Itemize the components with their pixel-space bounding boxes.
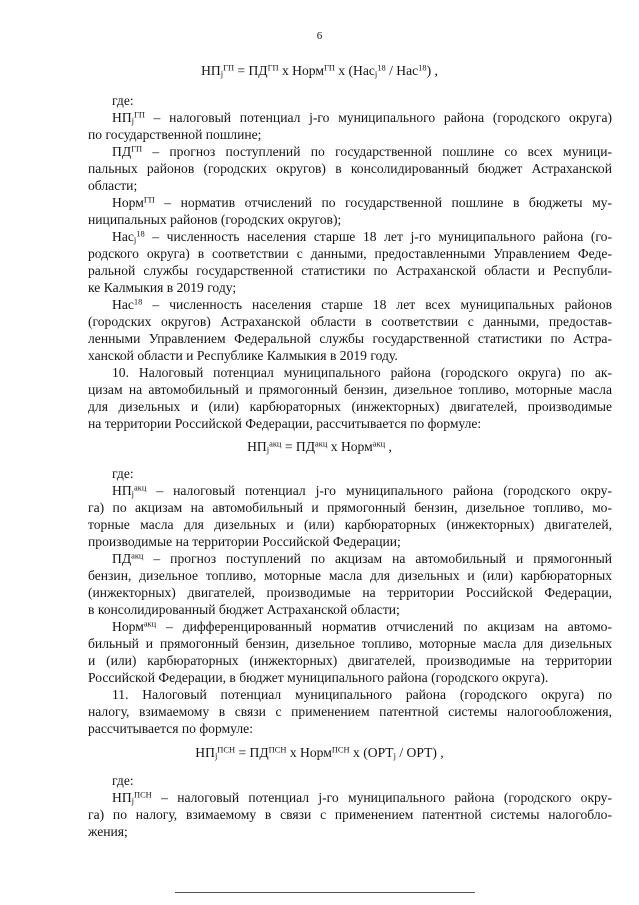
where-label: где: xyxy=(112,466,134,481)
paragraph-11-cont: налогу, взимаемому в связи с применением патентной системы налогообложения, xyxy=(88,704,612,719)
def-np-psn-cont: га) по налогу, взимаемому в связи с применением патентной системы налогобло- xyxy=(88,807,612,822)
formula-excise: $НП_j^{акц} = ПД^{акц}$ х Норм$^{акц}$ , xyxy=(247,438,392,455)
def-norm-akc-cont: Российской Федерации, в бюджет муниципального района (городского округа). xyxy=(88,670,549,685)
where-label: где: xyxy=(112,93,134,108)
paragraph-11-cont: рассчитывается по формуле: xyxy=(88,721,253,736)
paragraph-10-cont: для дизельных и (или) карбюраторных (инжекторных) двигателей, производимые xyxy=(88,399,612,414)
def-nas: Нас$^{18}$ – численность населения старше 18 лет всех муниципальных районов xyxy=(112,296,612,312)
where-label: где: xyxy=(112,773,134,788)
def-np-akc-cont: производимые на территории Российской Федерации; xyxy=(88,534,401,549)
formula-patent: $НП_j^{ПСН} = ПД^{ПСН}$ х Норм$^{ПСН}$ х $(ОРТ_j / ОРТ)$ , xyxy=(195,744,444,761)
def-pd-gp-cont: пальных районов (городских округов) в консолидированный бюджет Астраханской xyxy=(88,161,612,176)
bottom-rule xyxy=(175,892,475,893)
def-pd-gp: $ПД^{ГП}$ – прогноз поступлений по государственной пошлине со всех муници- xyxy=(112,143,612,159)
def-nas-j: Нас$_j^{18}$ – численность населения старше 18 лет j-го муниципального района (го- xyxy=(112,228,612,245)
page-number: 6 xyxy=(316,30,323,42)
def-nas-j-cont: ральной службы государственной статистики по Астраханской области и Республи- xyxy=(88,263,612,278)
formula-state-duty: $НП_j^{ГП} = ПД^{ГП}$ х Норм$^{ГП}$ х (Нас$_j^{18}$ / Нас$^{18}$) , xyxy=(201,62,438,79)
def-np-akc-cont: торные масла для дизельных и (или) карбюраторных (инжекторных) двигателей, xyxy=(88,517,612,532)
def-np-gp-cont: по государственной пошлине; xyxy=(88,127,262,142)
paragraph-10: 10. Налоговый потенциал муниципального района (городского округа) по ак- xyxy=(112,365,612,380)
paragraph-11: 11. Налоговый потенциал муниципального района (городского округа) по xyxy=(112,687,612,702)
def-pd-akc-cont: в консолидированный бюджет Астраханской области; xyxy=(88,602,400,617)
def-pd-akc-cont: бензин, дизельное топливо, моторные масла для дизельных и (или) карбюраторных xyxy=(88,568,612,583)
def-np-akc-cont: га) по акцизам на автомобильный и прямогонный бензин, дизельное топливо, мо- xyxy=(88,500,612,515)
def-norm-akc-cont: бильный и прямогонный бензин, дизельное топливо, моторные масла для дизельных xyxy=(88,636,612,651)
def-nas-j-cont: ке Калмыкия в 2019 году; xyxy=(88,280,237,295)
paragraph-10-cont: на территории Российской Федерации, рассчитывается по формуле: xyxy=(88,416,482,431)
def-np-psn: $НП_j^{ПСН}$ – налоговый потенциал j-го муниципального района (городского окру- xyxy=(112,789,612,806)
def-pd-gp-cont: области; xyxy=(88,178,138,193)
def-nas-cont: ханской области и Республике Калмыкия в 2019 году. xyxy=(88,348,398,363)
def-np-psn-cont: жения; xyxy=(88,824,128,839)
def-nas-cont: (городских округов) Астраханской области в соответствии с данными, предостав- xyxy=(88,314,612,329)
def-norm-akc: Норм$^{акц}$ – дифференцированный норматив отчислений по акцизам на автомо- xyxy=(112,618,612,634)
def-norm-gp: Норм$^{ГП}$ – норматив отчислений по государственной пошлине в бюджеты му- xyxy=(112,194,612,210)
def-pd-akc-cont: (инжекторных) двигателей, производимые на территории Российской Федерации, xyxy=(88,585,612,600)
def-nas-j-cont: родского округа) в соответствии с данными, предоставленными Управлением Феде- xyxy=(88,246,612,261)
def-np-akc: $НП_j^{акц}$ – налоговый потенциал j-го муниципального района (городского окру- xyxy=(112,482,612,499)
paragraph-10-cont: цизам на автомобильный и прямогонный бензин, дизельное топливо, моторные масла xyxy=(88,382,612,397)
def-np-gp: $НП_j^{ГП}$ – налоговый потенциал j-го муниципального района (городского округа) xyxy=(112,109,612,126)
def-pd-akc: $ПД^{акц}$ – прогноз поступлений по акцизам на автомобильный и прямогонный xyxy=(112,550,612,566)
def-norm-gp-cont: ниципальных районов (городских округов); xyxy=(88,212,342,227)
def-norm-akc-cont: и (или) карбюраторных (инжекторных) двигателей, производимые на территории xyxy=(88,653,612,668)
def-nas-cont: ленными Управлением Федеральной службы государственной статистики по Астра- xyxy=(88,331,612,346)
